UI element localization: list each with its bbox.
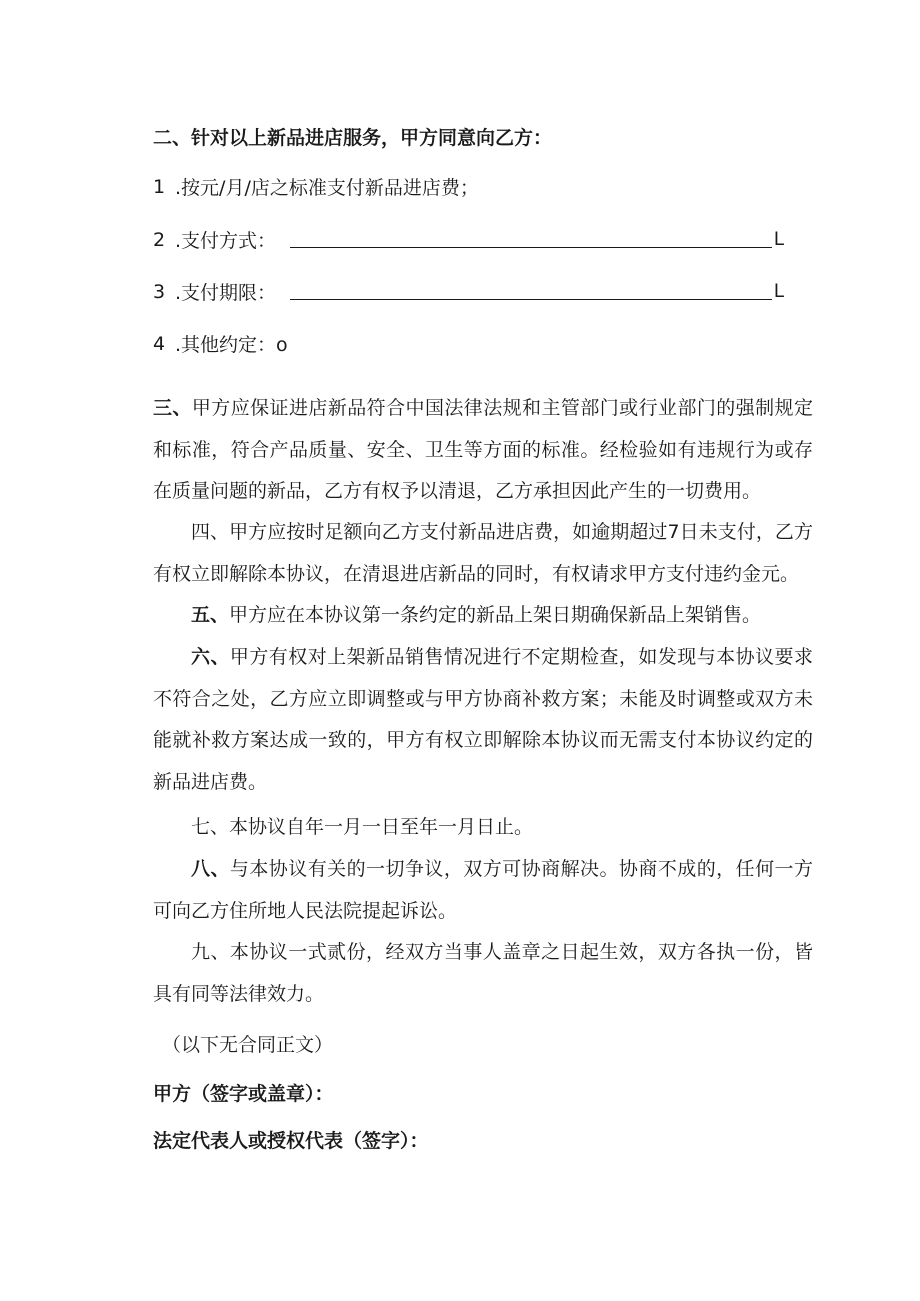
item-text: .支付期限： bbox=[175, 282, 277, 304]
clause-4: 四、甲方应按时足额向乙方支付新品进店费，如逾期超过7日未支付，乙方有权立即解除本协议，在清退进店新品的同时，有权请求甲方支付违约金元。 bbox=[153, 521, 813, 585]
payment-item-1 bbox=[153, 173, 479, 200]
payment-period-blank-line bbox=[290, 299, 772, 300]
clause-5 bbox=[153, 595, 813, 637]
payment-method-blank-line bbox=[290, 247, 772, 248]
item-number: 2 bbox=[153, 228, 166, 251]
clause-6 bbox=[153, 637, 813, 803]
section-2-heading: 二、针对以上新品进店服务，甲方同意向乙方： bbox=[153, 127, 553, 149]
party-a-signature-line: 甲方（签字或盖章）： bbox=[153, 1083, 334, 1105]
clause-6-number: 六、 bbox=[191, 646, 230, 668]
payment-item-4 bbox=[153, 330, 288, 357]
item-text: .支付方式： bbox=[175, 230, 277, 252]
item-number: 1 bbox=[153, 175, 166, 198]
payment-item-3 bbox=[153, 278, 785, 305]
clause-3-text: 甲方应保证进店新品符合中国法律法规和主管部门或行业部门的强制规定和标准，符合产品质量、安全、卫生等方面的标准。经检验如有违规行为或存在质量问题的新品，乙方有权予以清退，乙方承担因此产生的一切费用。 bbox=[153, 397, 813, 502]
payment-item-2 bbox=[153, 226, 785, 253]
clause-6-text: 甲方有权对上架新品销售情况进行不定期检查，如发现与本协议要求不符合之处，乙方应立即调整或与甲方协商补救方案；未能及时调整或双方未能就补救方案达成一致的，甲方有权立即解除本协议而无需支付本协议约定的新品进店费。 bbox=[153, 646, 813, 793]
clause-5-number: 五、 bbox=[191, 604, 230, 626]
item-text: .按元/月/店之标准支付新品进店费； bbox=[175, 177, 479, 199]
clause-3 bbox=[153, 388, 813, 513]
clause-5-text: 甲方应在本协议第一条约定的新品上架日期确保新品上架销售。 bbox=[229, 604, 762, 626]
clause-8 bbox=[153, 849, 813, 932]
item-text: .其他约定：o bbox=[175, 334, 288, 356]
item-number: 3 bbox=[153, 280, 166, 303]
end-of-text-note: （以下无合同正文） bbox=[162, 1034, 334, 1056]
clause-8-text: 与本协议有关的一切争议，双方可协商解决。协商不成的，任何一方可向乙方住所地人民法院提起诉讼。 bbox=[153, 858, 813, 922]
clause-3-number: 三、 bbox=[153, 397, 192, 419]
legal-representative-signature-line: 法定代表人或授权代表（签字）： bbox=[153, 1130, 429, 1152]
blank-end-mark: L bbox=[774, 280, 785, 302]
clause-9: 九、本协议一式贰份，经双方当事人盖章之日起生效，双方各执一份，皆具有同等法律效力。 bbox=[153, 941, 813, 1005]
blank-end-mark: L bbox=[774, 228, 785, 250]
clause-8-number: 八、 bbox=[191, 858, 230, 880]
item-number: 4 bbox=[153, 332, 166, 355]
clause-7: 七、本协议自年一月一日至年一月日止。 bbox=[191, 816, 534, 838]
